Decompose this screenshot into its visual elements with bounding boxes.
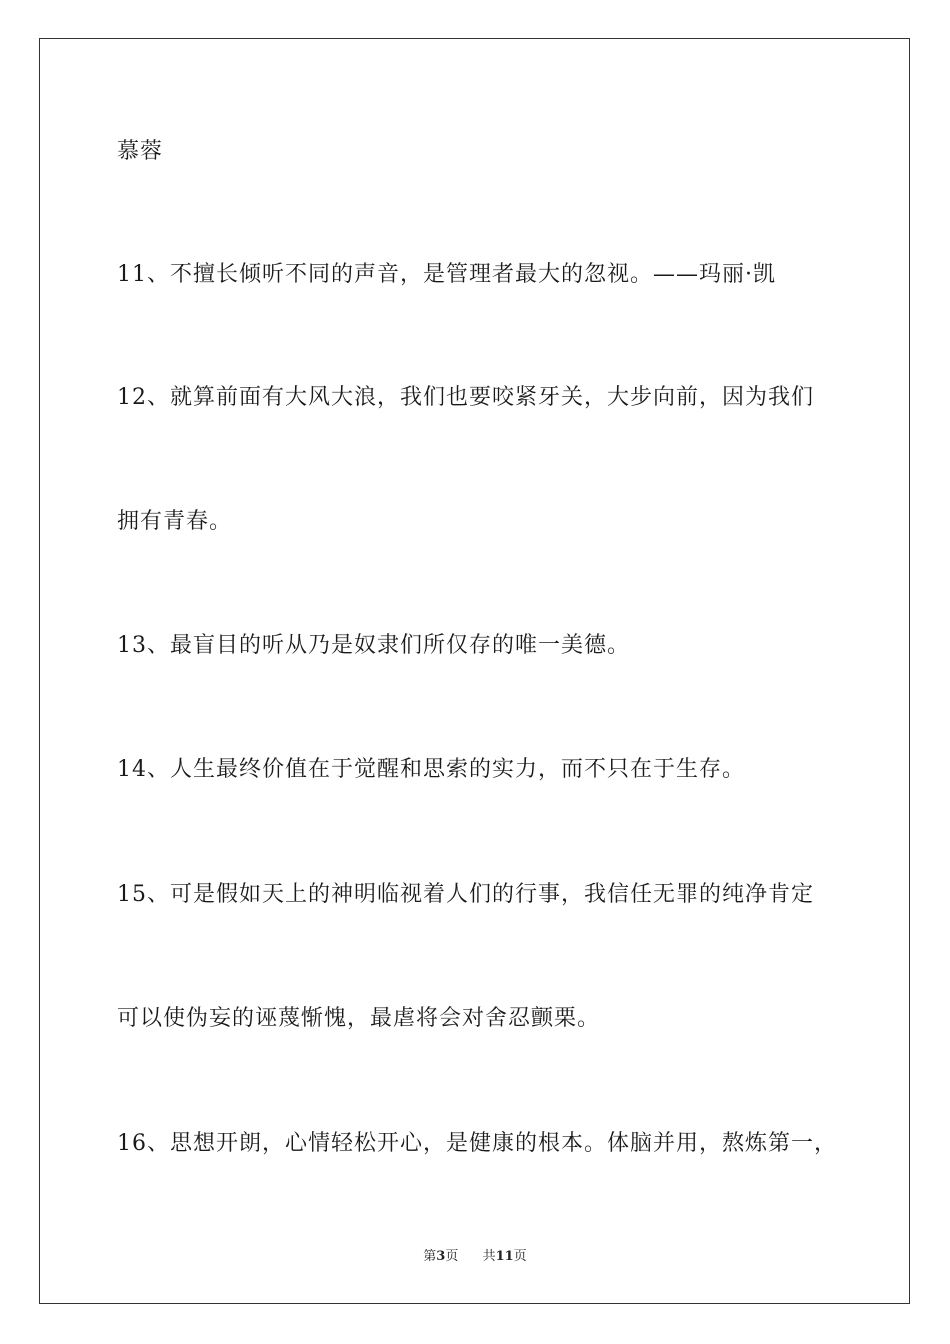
page-total: 共11页 (482, 1249, 527, 1264)
quote-12: 12、就算前面有大风大浪，我们也要咬紧牙关，大步向前，因为我们 (117, 385, 814, 410)
page-footer (0, 1248, 950, 1266)
quote-15: 15、可是假如天上的神明临视着人们的行事，我信任无罪的纯净肯定 (117, 882, 814, 907)
quote-15-continuation: 可以使伪妄的诬蔑惭愧，最虐将会对舍忍颤栗。 (117, 1006, 601, 1031)
quote-11: 11、不擅长倾听不同的声音，是管理者最大的忽视。——玛丽·凯 (117, 262, 776, 287)
quote-16: 16、思想开朗，心情轻松开心，是健康的根本。体脑并用，熬炼第一， (117, 1131, 837, 1156)
text-line-author: 慕蓉 (117, 139, 164, 164)
page-number: 第3页 (423, 1249, 459, 1264)
quote-12-continuation: 拥有青春。 (117, 509, 233, 534)
quote-14: 14、人生最终价值在于觉醒和思索的实力，而不只在于生存。 (117, 757, 745, 782)
page-border (39, 38, 910, 1304)
quote-13: 13、最盲目的听从乃是奴隶们所仅存的唯一美德。 (117, 633, 630, 658)
